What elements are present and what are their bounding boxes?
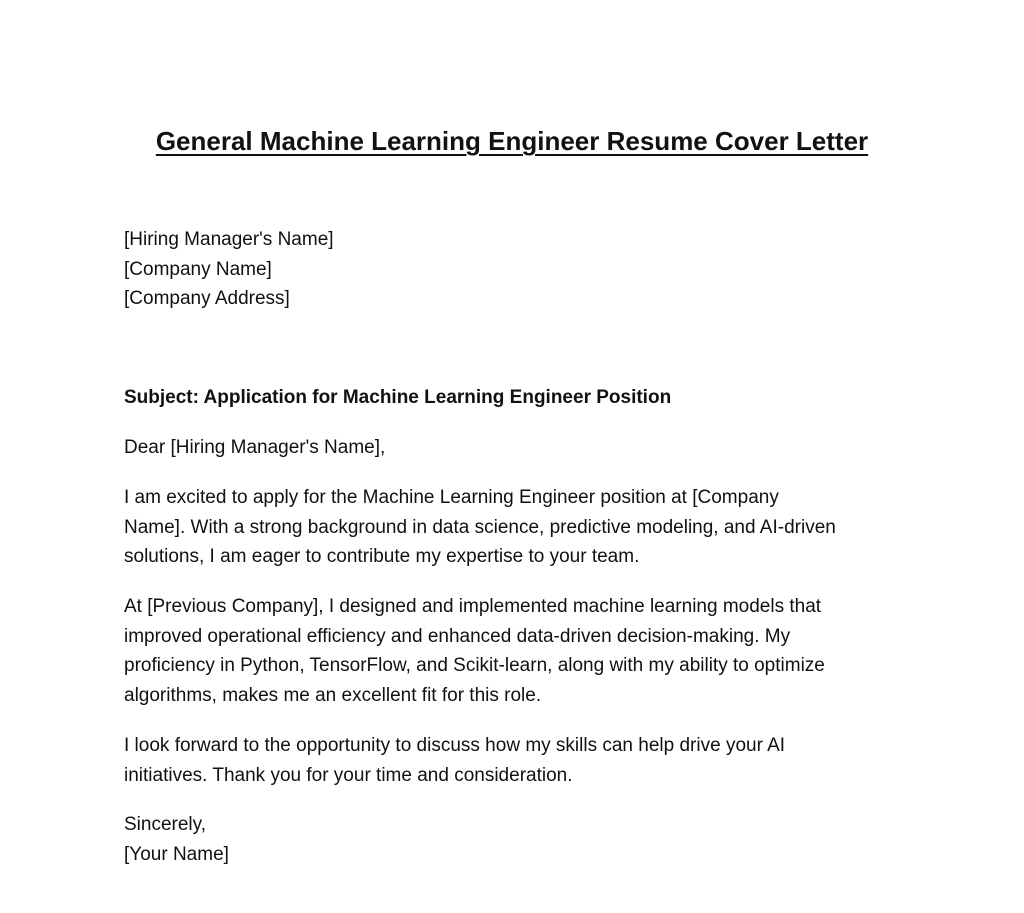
address-line: [Company Name] (124, 258, 272, 280)
paragraph-line: At [Previous Company], I designed and implemented machine learning models that (124, 596, 822, 617)
subject-text: Subject: Application for Machine Learning Engineer Position (124, 387, 672, 408)
closing-line: Sincerely, (124, 814, 207, 835)
salutation-text: Dear [Hiring Manager's Name], (124, 437, 386, 458)
body-paragraph-3 (124, 731, 914, 790)
body-paragraph-1 (124, 483, 914, 572)
address-line: [Hiring Manager's Name] (124, 229, 334, 250)
paragraph-line: initiatives. Thank you for your time and consideration. (124, 764, 573, 786)
address-line: [Company Address] (124, 288, 290, 309)
closing (124, 810, 914, 869)
document-title: General Machine Learning Engineer Resume Cover Letter (155, 126, 869, 156)
paragraph-line: improved operational efficiency and enhanced data-driven decision-making. My (124, 625, 791, 647)
paragraph-line: Name]. With a strong background in data science, predictive modeling, and AI-driven (124, 516, 836, 538)
body-paragraph-2 (124, 592, 914, 710)
paragraph-line: proficiency in Python, TensorFlow, and Scikit-learn, along with my ability to optimize (124, 655, 825, 676)
signature-name: [Your Name] (124, 843, 229, 865)
subject-line (124, 383, 914, 413)
recipient-address (124, 225, 914, 314)
paragraph-line: I look forward to the opportunity to discuss how my skills can help drive your AI (124, 735, 786, 756)
paragraph-line: I am excited to apply for the Machine Learning Engineer position at [Company (124, 487, 779, 508)
paragraph-line: algorithms, makes me an excellent fit for this role. (124, 684, 542, 706)
salutation (124, 433, 914, 463)
paragraph-line: solutions, I am eager to contribute my expertise to your team. (124, 546, 640, 567)
